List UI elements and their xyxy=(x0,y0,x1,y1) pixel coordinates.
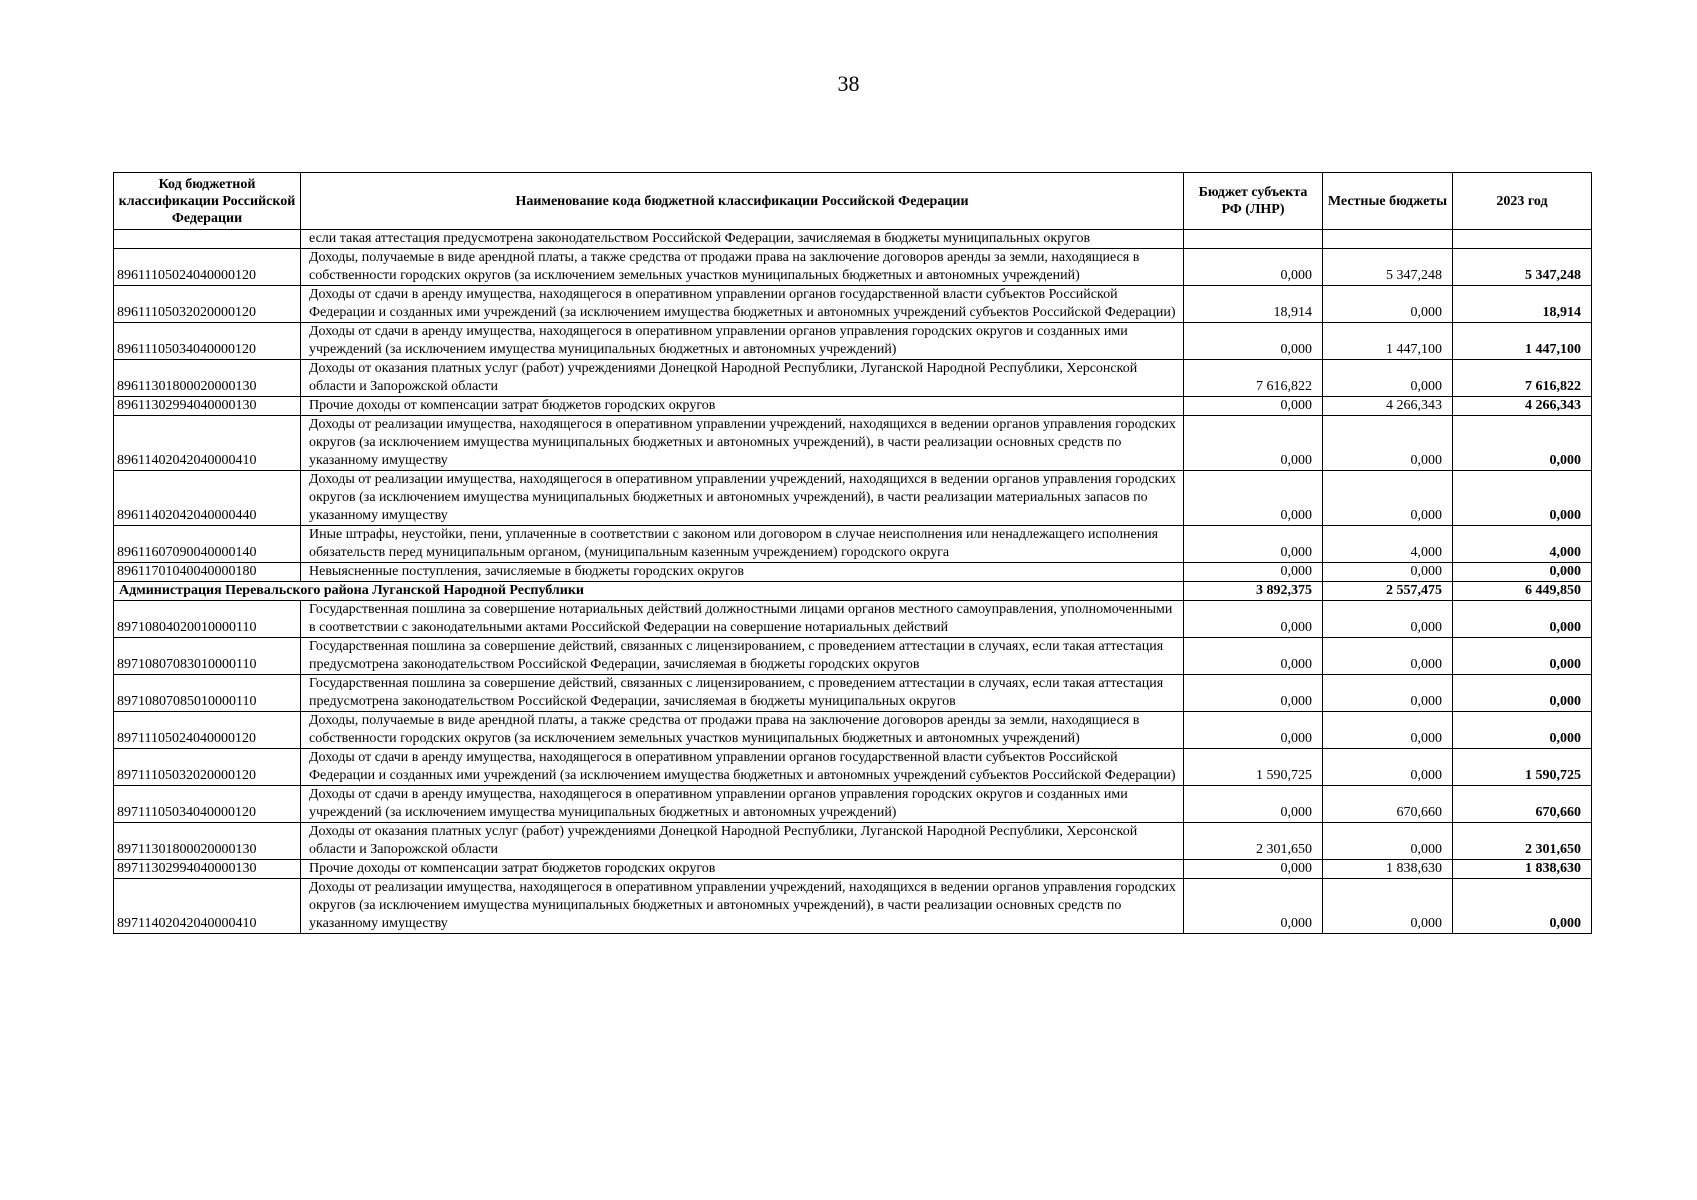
cell-regional-budget: 0,000 xyxy=(1184,563,1323,582)
cell-name: Доходы от сдачи в аренду имущества, находящегося в оперативном управлении органов государственной власти субъектов Российской Федерации и созданных ими учреждений (за исключением имущества бюджетных и автономных учреждений субъектов Российской Федерации) xyxy=(301,749,1184,786)
cell-code: 89711302994040000130 xyxy=(114,860,301,879)
cell-regional-budget: 2 301,650 xyxy=(1184,823,1323,860)
cell-regional-budget: 0,000 xyxy=(1184,601,1323,638)
header-local-budgets: Местные бюджеты xyxy=(1323,173,1453,230)
table-row xyxy=(114,879,1592,934)
cell-regional-budget: 0,000 xyxy=(1184,526,1323,563)
cell-regional-budget: 7 616,822 xyxy=(1184,360,1323,397)
cell-local-budgets: 0,000 xyxy=(1323,879,1453,934)
cell-name: Доходы от сдачи в аренду имущества, находящегося в оперативном управлении органов управления городских округов и созданных ими учреждений (за исключением имущества муниципальных бюджетных и автономных учреждений) xyxy=(301,786,1184,823)
cell-local-budgets: 0,000 xyxy=(1323,749,1453,786)
cell-total-2023: 0,000 xyxy=(1453,638,1592,675)
cell-total-2023: 0,000 xyxy=(1453,416,1592,471)
cell-regional-budget xyxy=(1184,230,1323,249)
cell-code: 89711105034040000120 xyxy=(114,786,301,823)
cell-local-budgets: 1 838,630 xyxy=(1323,860,1453,879)
header-name: Наименование кода бюджетной классификации Российской Федерации xyxy=(301,173,1184,230)
cell-total-2023: 4 266,343 xyxy=(1453,397,1592,416)
cell-local-budgets: 0,000 xyxy=(1323,712,1453,749)
cell-regional-budget: 18,914 xyxy=(1184,286,1323,323)
table-row xyxy=(114,786,1592,823)
cell-total-2023: 1 590,725 xyxy=(1453,749,1592,786)
table-row xyxy=(114,860,1592,879)
cell-total-2023: 0,000 xyxy=(1453,712,1592,749)
cell-code xyxy=(114,230,301,249)
cell-code: 89611301800020000130 xyxy=(114,360,301,397)
table-header-row xyxy=(114,173,1592,230)
table-row xyxy=(114,471,1592,526)
cell-total-2023: 0,000 xyxy=(1453,879,1592,934)
page-number: 38 xyxy=(837,71,860,96)
cell-local-budgets: 0,000 xyxy=(1323,638,1453,675)
table-row xyxy=(114,563,1592,582)
cell-code: 89611105034040000120 xyxy=(114,323,301,360)
table-row xyxy=(114,675,1592,712)
cell-regional-budget: 0,000 xyxy=(1184,786,1323,823)
header-regional-budget: Бюджет субъекта РФ (ЛНР) xyxy=(1184,173,1323,230)
table-body xyxy=(114,230,1592,934)
cell-regional-budget: 0,000 xyxy=(1184,249,1323,286)
cell-code: 89711402042040000410 xyxy=(114,879,301,934)
cell-total-2023: 0,000 xyxy=(1453,563,1592,582)
cell-regional-budget: 3 892,375 xyxy=(1184,582,1323,601)
cell-local-budgets: 2 557,475 xyxy=(1323,582,1453,601)
table-row xyxy=(114,601,1592,638)
table-row xyxy=(114,823,1592,860)
cell-name: Прочие доходы от компенсации затрат бюджетов городских округов xyxy=(301,397,1184,416)
cell-name: если такая аттестация предусмотрена законодательством Российской Федерации, зачисляемая в бюджеты муниципальных округов xyxy=(301,230,1184,249)
header-code: Код бюджетной классификации Российской Федерации xyxy=(114,173,301,230)
cell-total-2023: 6 449,850 xyxy=(1453,582,1592,601)
cell-total-2023 xyxy=(1453,230,1592,249)
table-row xyxy=(114,416,1592,471)
cell-name: Государственная пошлина за совершение действий, связанных с лицензированием, с проведением аттестации в случаях, если такая аттестация предусмотрена законодательством Российской Федерации, зачисляемая в бюджеты городских округов xyxy=(301,638,1184,675)
cell-total-2023: 7 616,822 xyxy=(1453,360,1592,397)
cell-name: Доходы от реализации имущества, находящегося в оперативном управлении учреждений, находящихся в ведении органов управления городских округов (за исключением имущества муниципальных бюджетных и автономных учреждений), в части реализации основных средств по указанному имуществу xyxy=(301,416,1184,471)
cell-regional-budget: 0,000 xyxy=(1184,879,1323,934)
cell-name: Доходы от оказания платных услуг (работ) учреждениями Донецкой Народной Республики, Луганской Народной Республики, Херсонской области и Запорожской области xyxy=(301,360,1184,397)
cell-code: 89711105032020000120 xyxy=(114,749,301,786)
cell-code: 89611607090040000140 xyxy=(114,526,301,563)
cell-name: Доходы, получаемые в виде арендной платы, а также средства от продажи права на заключение договоров аренды за земли, находящиеся в собственности городских округов (за исключением земельных участков муниципальных бюджетных и автономных учреждений) xyxy=(301,712,1184,749)
table-row xyxy=(114,638,1592,675)
cell-name: Доходы от сдачи в аренду имущества, находящегося в оперативном управлении органов государственной власти субъектов Российской Федерации и созданных ими учреждений (за исключением имущества бюджетных и автономных учреждений субъектов Российской Федерации) xyxy=(301,286,1184,323)
cell-name: Доходы от сдачи в аренду имущества, находящегося в оперативном управлении органов управления городских округов и созданных ими учреждений (за исключением имущества муниципальных бюджетных и автономных учреждений) xyxy=(301,323,1184,360)
cell-regional-budget: 0,000 xyxy=(1184,638,1323,675)
cell-code: 89611701040040000180 xyxy=(114,563,301,582)
cell-local-budgets: 4,000 xyxy=(1323,526,1453,563)
cell-total-2023: 0,000 xyxy=(1453,601,1592,638)
cell-local-budgets: 5 347,248 xyxy=(1323,249,1453,286)
cell-total-2023: 0,000 xyxy=(1453,675,1592,712)
cell-code: 89711105024040000120 xyxy=(114,712,301,749)
cell-local-budgets: 0,000 xyxy=(1323,675,1453,712)
cell-regional-budget: 0,000 xyxy=(1184,712,1323,749)
cell-name: Невыясненные поступления, зачисляемые в бюджеты городских округов xyxy=(301,563,1184,582)
cell-local-budgets: 4 266,343 xyxy=(1323,397,1453,416)
cell-local-budgets: 0,000 xyxy=(1323,360,1453,397)
cell-regional-budget: 0,000 xyxy=(1184,416,1323,471)
cell-local-budgets: 1 447,100 xyxy=(1323,323,1453,360)
cell-code: 89611402042040000440 xyxy=(114,471,301,526)
cell-total-2023: 670,660 xyxy=(1453,786,1592,823)
cell-code: 89611105024040000120 xyxy=(114,249,301,286)
cell-regional-budget: 0,000 xyxy=(1184,675,1323,712)
cell-name: Государственная пошлина за совершение нотариальных действий должностными лицами органов местного самоуправления, уполномоченными в соответствии с законодательными актами Российской Федерации на совершение нотариальных действий xyxy=(301,601,1184,638)
budget-classification-table xyxy=(113,172,1592,934)
table-row xyxy=(114,230,1592,249)
table-row xyxy=(114,323,1592,360)
cell-local-budgets: 670,660 xyxy=(1323,786,1453,823)
cell-local-budgets: 0,000 xyxy=(1323,416,1453,471)
section-title: Администрация Перевальского района Луганской Народной Республики xyxy=(114,582,1184,601)
cell-name: Доходы от оказания платных услуг (работ) учреждениями Донецкой Народной Республики, Луганской Народной Республики, Херсонской области и Запорожской области xyxy=(301,823,1184,860)
cell-name: Иные штрафы, неустойки, пени, уплаченные в соответствии с законом или договором в случае неисполнения или ненадлежащего исполнения обязательств перед муниципальным органом, (муниципальным казенным учреждением) городского округа xyxy=(301,526,1184,563)
table-row xyxy=(114,249,1592,286)
cell-name: Прочие доходы от компенсации затрат бюджетов городских округов xyxy=(301,860,1184,879)
table-row xyxy=(114,749,1592,786)
table-row xyxy=(114,397,1592,416)
cell-local-budgets xyxy=(1323,230,1453,249)
cell-total-2023: 1 447,100 xyxy=(1453,323,1592,360)
cell-regional-budget: 0,000 xyxy=(1184,860,1323,879)
table-row xyxy=(114,712,1592,749)
cell-name: Доходы от реализации имущества, находящегося в оперативном управлении учреждений, находящихся в ведении органов управления городских округов (за исключением имущества муниципальных бюджетных и автономных учреждений), в части реализации основных средств по указанному имуществу xyxy=(301,879,1184,934)
cell-total-2023: 1 838,630 xyxy=(1453,860,1592,879)
table-row xyxy=(114,286,1592,323)
cell-code: 89611402042040000410 xyxy=(114,416,301,471)
cell-code: 89710807083010000110 xyxy=(114,638,301,675)
section-row xyxy=(114,582,1592,601)
cell-code: 89710804020010000110 xyxy=(114,601,301,638)
table-row xyxy=(114,526,1592,563)
cell-total-2023: 4,000 xyxy=(1453,526,1592,563)
cell-total-2023: 18,914 xyxy=(1453,286,1592,323)
cell-code: 89711301800020000130 xyxy=(114,823,301,860)
cell-name: Доходы от реализации имущества, находящегося в оперативном управлении учреждений, находящихся в ведении органов управления городских округов (за исключением имущества муниципальных бюджетных и автономных учреждений), в части реализации материальных запасов по указанному имуществу xyxy=(301,471,1184,526)
cell-local-budgets: 0,000 xyxy=(1323,601,1453,638)
table-row xyxy=(114,360,1592,397)
cell-regional-budget: 0,000 xyxy=(1184,471,1323,526)
cell-regional-budget: 1 590,725 xyxy=(1184,749,1323,786)
cell-total-2023: 5 347,248 xyxy=(1453,249,1592,286)
cell-local-budgets: 0,000 xyxy=(1323,563,1453,582)
cell-local-budgets: 0,000 xyxy=(1323,471,1453,526)
cell-code: 89710807085010000110 xyxy=(114,675,301,712)
cell-regional-budget: 0,000 xyxy=(1184,323,1323,360)
cell-code: 89611302994040000130 xyxy=(114,397,301,416)
cell-total-2023: 2 301,650 xyxy=(1453,823,1592,860)
cell-local-budgets: 0,000 xyxy=(1323,286,1453,323)
cell-regional-budget: 0,000 xyxy=(1184,397,1323,416)
cell-local-budgets: 0,000 xyxy=(1323,823,1453,860)
cell-name: Государственная пошлина за совершение действий, связанных с лицензированием, с проведением аттестации в случаях, если такая аттестация предусмотрена законодательством Российской Федерации, зачисляемая в бюджеты муниципальных округов xyxy=(301,675,1184,712)
cell-code: 89611105032020000120 xyxy=(114,286,301,323)
header-year-2023: 2023 год xyxy=(1453,173,1592,230)
cell-total-2023: 0,000 xyxy=(1453,471,1592,526)
cell-name: Доходы, получаемые в виде арендной платы, а также средства от продажи права на заключение договоров аренды за земли, находящиеся в собственности городских округов (за исключением земельных участков муниципальных бюджетных и автономных учреждений) xyxy=(301,249,1184,286)
